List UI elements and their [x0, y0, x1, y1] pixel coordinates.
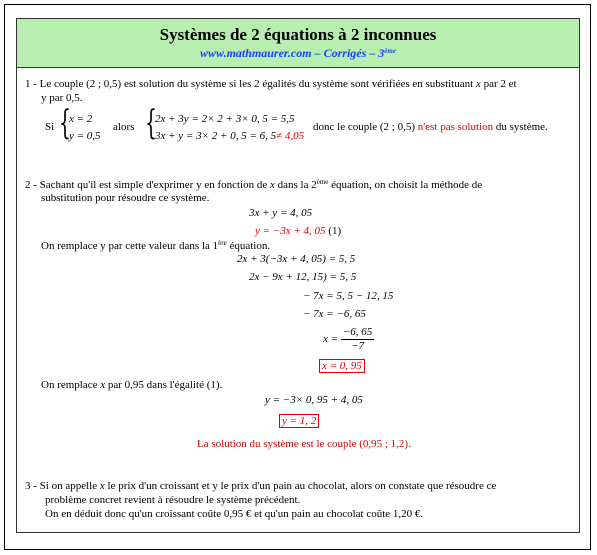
q3-line1 [25, 480, 496, 493]
q1-conclusion-end: du système. [493, 121, 548, 133]
q2-step5-lhs: x = [323, 333, 339, 346]
q2-eq1: 3x + y = 4, 05 [249, 207, 313, 219]
q2-step5 [323, 326, 374, 353]
q2-eq2 [255, 225, 341, 238]
q2-line1-sup: ème [316, 178, 329, 186]
q2-solution: La solution du système est le couple (0,95 ; 1,2). [197, 438, 411, 450]
page-subtitle [17, 46, 579, 61]
subtitle-grade-sup: ème [384, 47, 396, 55]
q2-remplace1-sup: ère [218, 239, 227, 247]
brace-1: { [59, 103, 71, 143]
q2-step5-denominator: −7 [351, 340, 364, 352]
q1-line1-text-end: par 2 et [480, 78, 517, 90]
q2-line1 [25, 179, 482, 192]
site-link[interactable]: www.mathmaurer.com [200, 46, 312, 60]
q1-conclusion-red: n'est pas solution [417, 121, 494, 133]
q1-alors: alors [113, 121, 135, 133]
q3-line3: On en déduit donc qu'un croissant coûte 0,95 € et qu'un pain au chocolat coûte 1,20 €. [45, 508, 424, 520]
subtitle-corriges: Corrigés – 3 [323, 46, 385, 60]
q2-step6 [319, 360, 365, 373]
q2-step1: 2x + 3(−3x + 4, 05) = 5, 5 [237, 253, 356, 265]
header-banner [16, 18, 580, 68]
q1-line2: y par 0,5. [41, 92, 83, 104]
q2-remplace1 [41, 240, 270, 253]
q2-line1-text3: équation, on choisit la méthode de [328, 179, 483, 191]
q3-line1-text: 3 - Si on appelle [25, 480, 100, 492]
q2-line1-text2: dans la 2 [274, 179, 317, 191]
q2-remplace2-end: par 0,95 dans l'égalité (1). [105, 379, 223, 391]
q2-eq2-red: y = −3x + 4, 05 [255, 225, 326, 237]
q1-sys2-line2 [155, 130, 304, 143]
q2-t2 [279, 415, 319, 428]
q2-step4: − 7x = −6, 65 [303, 308, 366, 320]
q2-step5-fraction [341, 326, 374, 353]
q2-step2: 2x − 9x + 12, 15) = 5, 5 [249, 271, 357, 283]
q2-line1-var: x [270, 179, 275, 191]
q1-sys2-line2-neq: ≠ 4,05 [276, 130, 305, 142]
q1-sys2-line1: 2x + 3y = 2× 2 + 3× 0, 5 = 5,5 [155, 113, 295, 125]
q2-remplace1-end: équation. [226, 240, 271, 252]
q2-step6-boxed: x = 0, 95 [319, 359, 365, 373]
page-title: Systèmes de 2 équations à 2 inconnues [159, 25, 437, 44]
q1-line1 [25, 78, 517, 91]
q2-line1-text: 2 - Sachant qu'il est simple d'exprimer y en fonction de [25, 179, 270, 191]
q2-step5-numerator: −6, 65 [342, 326, 373, 338]
content-box [16, 68, 580, 533]
q1-conclusion-text: donc le couple (2 ; 0,5) [313, 121, 418, 133]
subtitle-separator: – [311, 46, 324, 60]
q2-t1: y = −3× 0, 95 + 4, 05 [265, 394, 363, 406]
q2-remplace1-text: On remplace y par cette valeur dans la 1 [41, 240, 219, 252]
q2-line2: substitution pour résoudre ce système. [41, 192, 210, 204]
q3-line1-var: x [99, 480, 105, 492]
q2-remplace2-text: On remplace [41, 379, 101, 391]
q2-remplace2 [41, 379, 222, 392]
q1-sys1-line2: y = 0,5 [69, 130, 101, 142]
q1-line1-var: x [475, 78, 481, 90]
q1-si: Si [45, 121, 55, 133]
q2-step3: − 7x = 5, 5 − 12, 15 [303, 290, 394, 302]
q1-line1-text: 1 - Le couple (2 ; 0,5) est solution du système si les 2 égalités du système sont vérifiées en substituant [25, 78, 476, 90]
q1-sys2-line2-value: 3x + y = 3× 2 + 0, 5 = 6, 5 [155, 130, 277, 142]
q1-sys1-line1: x = 2 [69, 113, 93, 125]
q2-eq2-ref: (1) [325, 225, 342, 237]
q2-t2-boxed: y = 1, 2 [279, 414, 319, 428]
q1-conclusion [313, 121, 548, 134]
q2-remplace2-var: x [100, 379, 106, 391]
q3-line1-end: le prix d'un croissant et y le prix d'un pain au chocolat, alors on constate que résoudre ce [104, 480, 497, 492]
brace-2: { [145, 103, 157, 143]
q3-line2: problème concret revient à résoudre le système précédent. [45, 494, 301, 506]
